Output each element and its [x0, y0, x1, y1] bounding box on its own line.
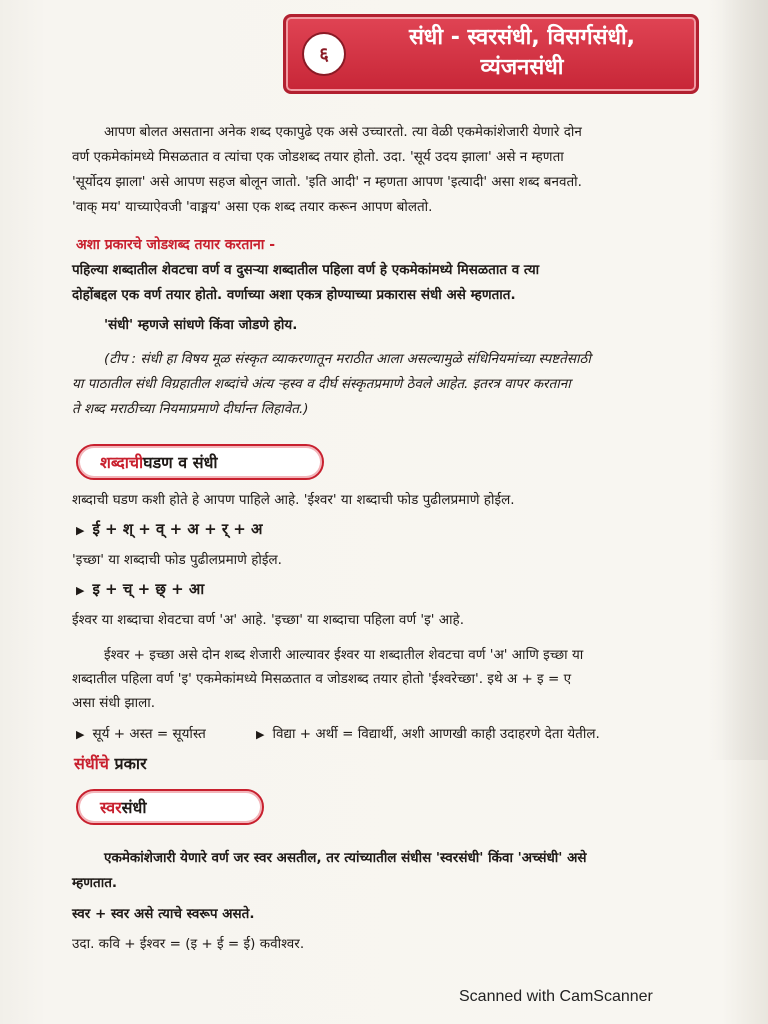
section-pill-vowel-sandhi [76, 789, 264, 825]
intro-line: आपण बोलत असताना अनेक शब्द एकापुढे एक असे उच्चारतो. त्या वेळी एकमेकांशेजारी येणारे दोन [104, 124, 582, 140]
chapter-header [283, 14, 699, 94]
formula-text: ई + श् + व् + अ + र् + अ [92, 520, 263, 538]
note-line: या पाठातील संधी विग्रहातील शब्दांचे अंत्य ऱ्हस्व व दीर्घ संस्कृतप्रमाणे ठेवले आहेत. इतरत्र वापर करताना [72, 376, 571, 392]
chapter-title [356, 23, 688, 83]
intro-line: वर्ण एकमेकांमध्ये मिसळतात व त्यांचा एक जोडशब्द तयार होतो. उदा. 'सूर्य उदय झाला' असे न म्हणता [72, 149, 564, 165]
triangle-bullet-icon: ▶ [76, 728, 85, 741]
chapter-title-line1: संधी - स्वरसंधी, विसर्गसंधी, [408, 25, 636, 50]
triangle-bullet-icon: ▶ [76, 524, 85, 537]
section2-para-line: म्हणतात. [72, 875, 118, 891]
section1-para-line: असा संधी झाला. [72, 695, 156, 711]
pill-text: घडण व संधी [143, 453, 218, 472]
pill-red-text: शब्दाची [100, 453, 144, 472]
triangle-bullet-icon: ▶ [76, 584, 85, 597]
types-heading [74, 752, 147, 776]
sub-heading: अशा प्रकारचे जोडशब्द तयार करताना - [76, 237, 276, 253]
section1-para-line: शब्दातील पहिला वर्ण 'इ' एकमेकांमध्ये मिसळतात व जोडशब्द तयार होतो 'ईश्वरेच्छा'. इथे अ + इ = ए [72, 671, 572, 687]
example-row [256, 722, 600, 747]
section1-line: शब्दाची घडण कशी होते हे आपण पाहिले आहे. 'ईश्वर' या शब्दाची फोड पुढीलप्रमाणे होईल. [72, 492, 515, 508]
section2-para-line: एकमेकांशेजारी येणारे वर्ण जर स्वर असतील, तर त्यांच्यातील संधीस 'स्वरसंधी' किंवा 'अच्संधी' असे [104, 850, 587, 866]
types-heading-red: संधींचे [74, 754, 109, 773]
definition-line: पहिल्या शब्दातील शेवटचा वर्ण व दुसऱ्या शब्दातील पहिला वर्ण हे एकमेकांमध्ये मिसळतात व त्या [72, 262, 540, 278]
section2-example: उदा. कवि + ईश्वर = (इ + ई = ई) कवीश्वर. [72, 936, 305, 952]
types-heading-rest: प्रकार [108, 754, 147, 773]
pill-red-text: स्वर [100, 798, 122, 817]
section1-line: 'इच्छा' या शब्दाची फोड पुढीलप्रमाणे होईल. [72, 552, 282, 568]
note-line: ते शब्द मराठीच्या नियमाप्रमाणे दीर्घान्त लिहावेत.) [72, 401, 309, 417]
formula-row [76, 577, 204, 603]
intro-line: 'सूर्योदय झाला' असे आपण सहज बोलून जातो. 'इति आदी' न म्हणता आपण 'इत्यादी' असा शब्द बनवतो. [72, 174, 582, 190]
pill-text: संधी [121, 798, 147, 817]
section-pill-word-formation [76, 444, 324, 480]
example-text: विद्या + अर्थी = विद्यार्थी, अशी आणखी काही उदाहरणे देता येतील. [272, 726, 600, 742]
formula-row [76, 517, 263, 543]
meaning-line: 'संधी' म्हणजे सांधणे किंवा जोडणे होय. [104, 317, 298, 333]
section2-form: स्वर + स्वर असे त्याचे स्वरूप असते. [72, 906, 255, 922]
formula-text: इ + च् + छ् + आ [92, 580, 205, 598]
note-line: (टीप : संधी हा विषय मूळ संस्कृत व्याकरणातून मराठीत आला असल्यामुळे संधिनियमांच्या स्पष्टतेसाठी [104, 351, 591, 367]
example-row [76, 722, 206, 747]
definition-line: दोहोंबद्दल एक वर्ण तयार होतो. वर्णाच्या अशा एकत्र होण्याच्या प्रकारास संधी असे म्हणतात. [72, 287, 516, 303]
section1-para-line: ईश्वर + इच्छा असे दोन शब्द शेजारी आल्यावर ईश्वर या शब्दातील शेवटचा वर्ण 'अ' आणि इच्छा या [104, 647, 584, 663]
chapter-title-line2: व्यंजनसंधी [480, 55, 564, 80]
chapter-number: ६ [302, 32, 346, 76]
example-text: सूर्य + अस्त = सूर्यास्त [92, 726, 206, 742]
page-edge-shadow [708, 0, 768, 760]
section1-line: ईश्वर या शब्दाचा शेवटचा वर्ण 'अ' आहे. 'इच्छा' या शब्दाचा पहिला वर्ण 'इ' आहे. [72, 612, 465, 628]
triangle-bullet-icon: ▶ [256, 728, 265, 741]
scanner-watermark: Scanned with CamScanner [459, 988, 653, 1005]
intro-line: 'वाक् मय' याच्याऐवजी 'वाङ्मय' असा एक शब्द तयार करून आपण बोलतो. [72, 199, 433, 215]
